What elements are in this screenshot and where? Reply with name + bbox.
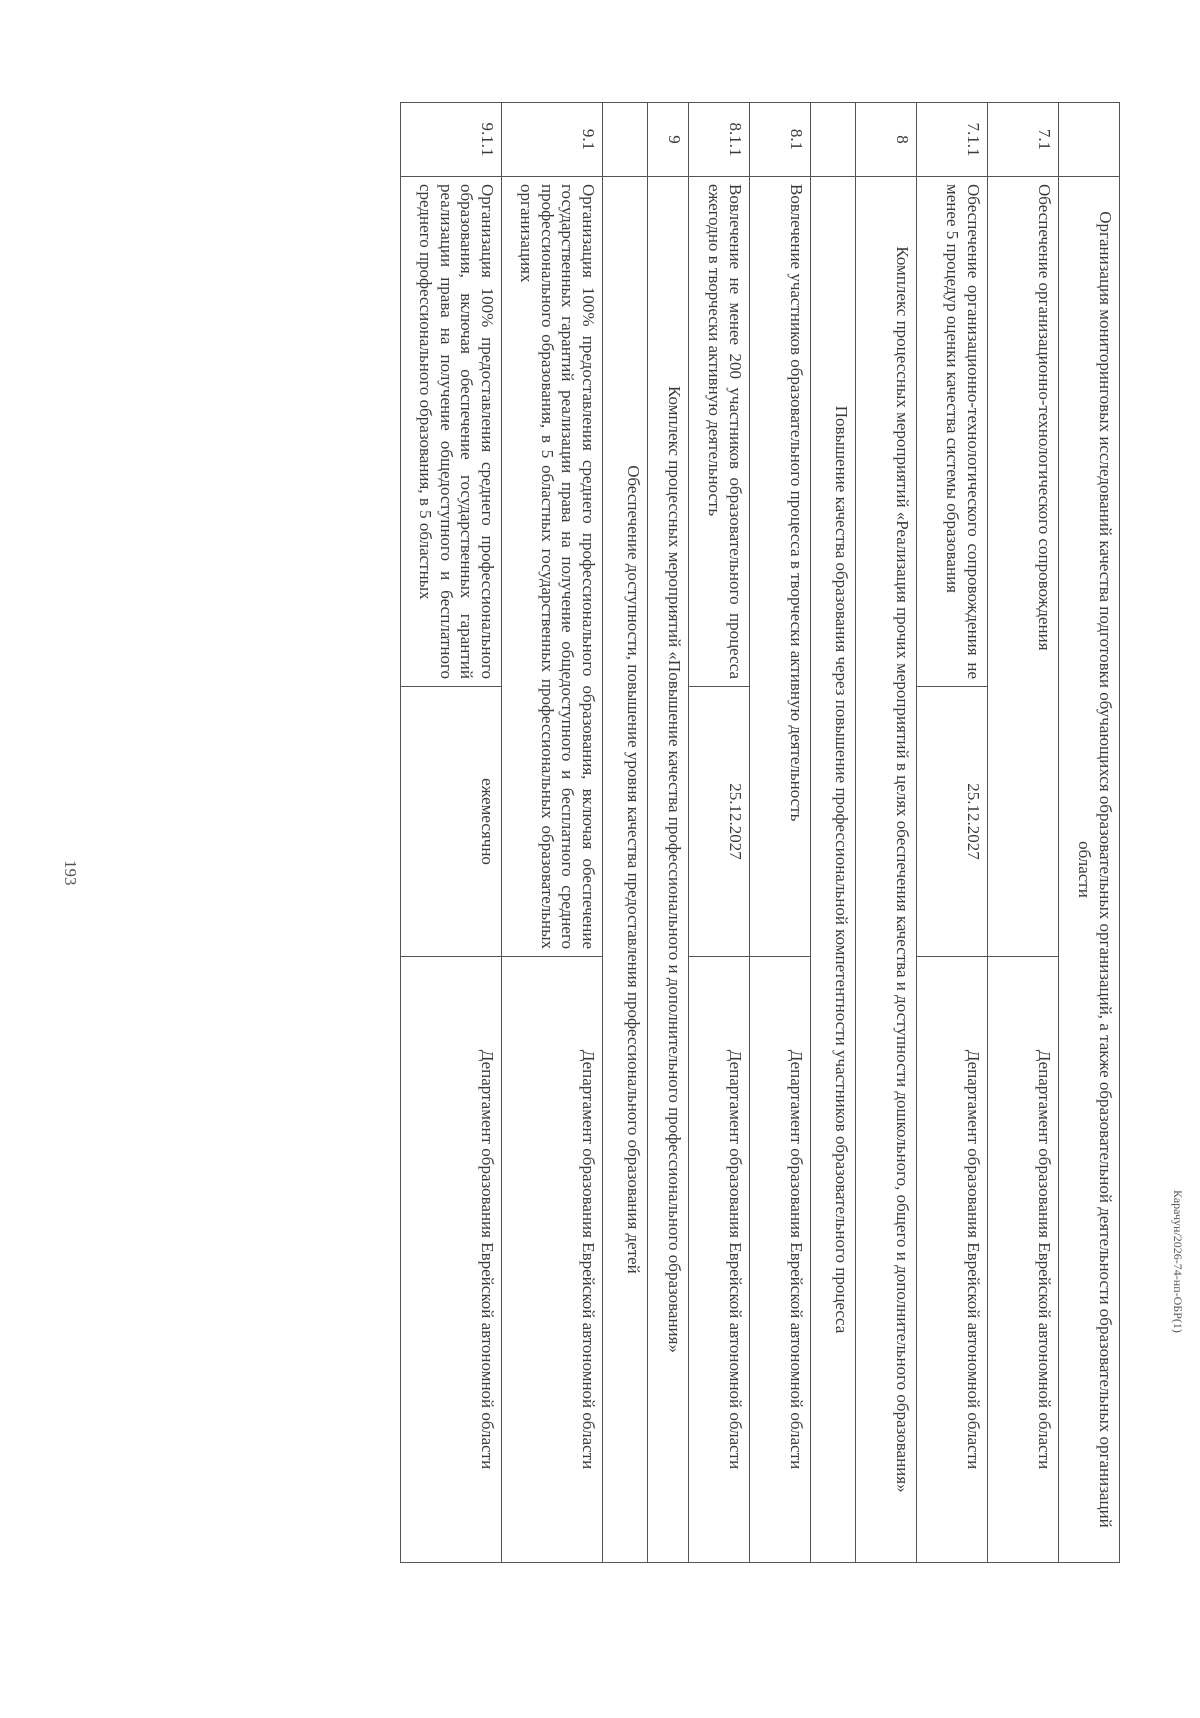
measure-text: Вовлечение участников образовательного процесса в творчески активную деятельность — [750, 177, 811, 957]
row-number: 7.1.1 — [917, 103, 988, 177]
responsible-executor: Департамент образования Еврейской автономной области — [401, 957, 502, 1563]
responsible-executor: Департамент образования Еврейской автономной области — [689, 957, 750, 1563]
row-number: 7.1 — [988, 103, 1059, 177]
document-reference: Карачун/2026-74-нп-ОБР(1) — [1171, 1190, 1185, 1333]
responsible-executor: Департамент образования Еврейской автономной области — [917, 957, 988, 1563]
measure-text: Вовлечение не менее 200 участников образовательного процесса ежегодно в творчески активную деятельность — [689, 177, 750, 687]
row-number: 8.1.1 — [689, 103, 750, 177]
term-cell: 25.12.2027 — [689, 687, 750, 957]
row-number — [811, 103, 856, 177]
term-cell: 25.12.2027 — [917, 687, 988, 957]
row-number: 9.1 — [502, 103, 603, 177]
term-cell: ежемесячно — [401, 687, 502, 957]
section-heading: Организация мониторинговых исследований качества подготовки обучающихся образовательных организаций, а также образовательной деятельности образовательных организаций области — [1059, 177, 1120, 1563]
table-row — [401, 103, 502, 1563]
table-row — [603, 103, 648, 1563]
table-row — [502, 103, 603, 1563]
measure-text: Обеспечение организационно-технологического сопровождения не менее 5 процедур оценки качества системы образования — [917, 177, 988, 687]
section-heading: Обеспечение доступности, повышение уровня качества предоставления профессионального образования детей — [603, 177, 648, 1563]
table-row — [1059, 103, 1120, 1563]
table-row — [689, 103, 750, 1563]
row-number: 9 — [648, 103, 689, 177]
measure-text: Обеспечение организационно-технологического сопровождения — [988, 177, 1059, 957]
table-row — [750, 103, 811, 1563]
section-heading: Повышение качества образования через повышение профессиональной компетентности участников образовательного процесса — [811, 177, 856, 1563]
row-number — [603, 103, 648, 177]
table-row — [856, 103, 917, 1563]
table-row — [811, 103, 856, 1563]
row-number: 8 — [856, 103, 917, 177]
rotated-table-wrapper — [180, 102, 1120, 1562]
measure-text: Организация 100% предоставления среднего профессионального образования, включая обеспечение государственных гарантий реализации права на получение общедоступного и бесплатного среднего профессионального образования, в 5 областных государственных профессиональных образовательных организациях — [502, 177, 603, 957]
row-number: 8.1 — [750, 103, 811, 177]
measure-text: Организация 100% предоставления среднего профессионального образования, включая обеспечение государственных гарантий реализации права на получение общедоступного и бесплатного среднего профессионального образования, в 5 областных — [401, 177, 502, 687]
table-row — [648, 103, 689, 1563]
responsible-executor: Департамент образования Еврейской автономной области — [988, 957, 1059, 1563]
row-number — [1059, 103, 1120, 177]
section-heading: Комплекс процессных мероприятий «Реализация прочих мероприятий в целях обеспечения качества и доступности дошкольного, общего и дополнительного образования» — [856, 177, 917, 1563]
table-row — [988, 103, 1059, 1563]
responsible-executor: Департамент образования Еврейской автономной области — [750, 957, 811, 1563]
row-number: 9.1.1 — [401, 103, 502, 177]
table-row — [917, 103, 988, 1563]
page-number: 193 — [61, 860, 80, 886]
responsible-executor: Департамент образования Еврейской автономной области — [502, 957, 603, 1563]
section-heading: Комплекс процессных мероприятий «Повышение качества профессионального и дополнительного профессионального образования» — [648, 177, 689, 1563]
measures-table — [400, 102, 1120, 1563]
